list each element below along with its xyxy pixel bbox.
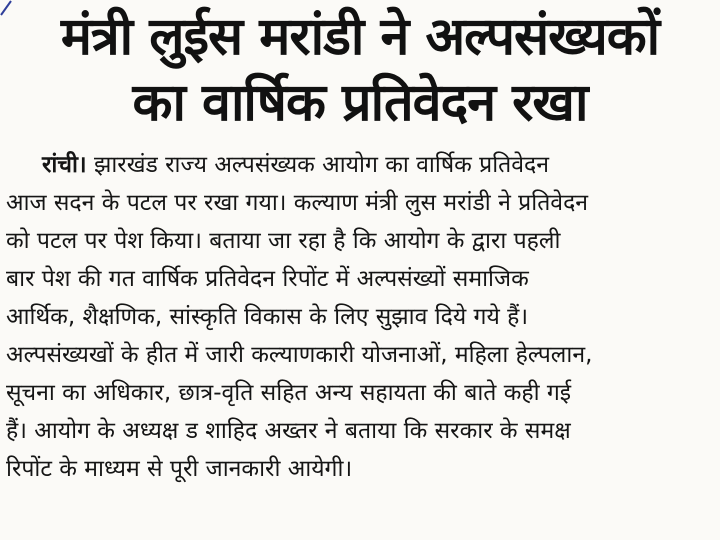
article-line-5: आर्थिक, शैक्षणिक, सांस्कृति विकास के लिए सुझाव दिये गये हैं। (6, 304, 529, 330)
article-line-3: को पटल पर पेश किया। बताया जा रहा है कि आयोग के द्वारा पहली (6, 228, 561, 254)
headline-line-1: मंत्री लुईस मरांडी ने अल्पसंख्यकों (60, 7, 660, 67)
dateline: रांची। (42, 152, 87, 178)
article-line-1 (0, 146, 720, 184)
article-line-7: सूचना का अधिकार, छात्र-वृति सहित अन्य सहायता की बाते कही गई (6, 380, 572, 406)
article-line-1-text: झारखंड राज्य अल्पसंख्यक आयोग का वार्षिक प्रतिवेदन (86, 152, 550, 178)
article-headline (0, 4, 720, 136)
article-line-8: हैं। आयोग के अध्यक्ष ड शाहिद अख्तर ने बताया कि सरकार के समक्ष (6, 418, 571, 444)
article-line-2: आज सदन के पटल पर रखा गया। कल्याण मंत्री लुस मरांडी ने प्रतिवेदन (6, 190, 589, 216)
headline-line-2: का वार्षिक प्रतिवेदन रखा (132, 73, 588, 133)
article-line-6: अल्पसंख्यखों के हीत में जारी कल्याणकारी योजनाओं, महिला हेल्पलान, (6, 342, 593, 368)
article-body (0, 146, 720, 488)
article-line-9: रिपोंट के माध्यम से पूरी जानकारी आयेगी। (6, 456, 353, 482)
article-line-4: बार पेश की गत वार्षिक प्रतिवेदन रिपोंट में अल्पसंख्यों समाजिक (6, 266, 529, 292)
